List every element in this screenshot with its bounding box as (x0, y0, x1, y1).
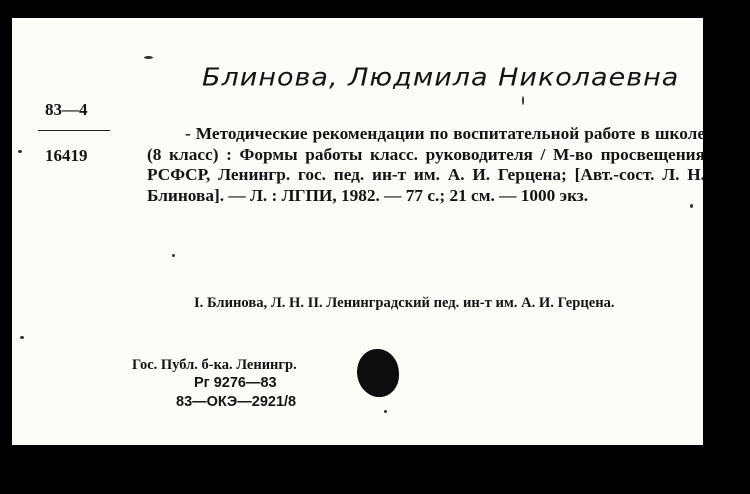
ink-blot (357, 349, 399, 397)
ink-speck (20, 336, 24, 339)
call-number-bottom: 16419 (45, 146, 88, 165)
ink-speck (690, 204, 693, 208)
ink-speck (522, 96, 524, 105)
call-number-top: 83—4 (45, 100, 88, 119)
catalog-card (12, 18, 703, 445)
handwritten-author-name: Блинова, Людмила Николаевна (202, 63, 680, 92)
ink-speck (172, 254, 175, 257)
ink-speck (144, 56, 153, 59)
library-name: Гос. Публ. б-ка. Ленингр. (132, 357, 297, 373)
card-number: 83—ОКЭ—2921/8 (176, 394, 297, 410)
call-number-divider (38, 130, 110, 131)
tracing-entries: I. Блинова, Л. Н. II. Ленинградский пед. ин-т им. А. И. Герцена. (194, 295, 615, 311)
order-number: Рг 9276—83 (194, 375, 277, 391)
ink-speck (384, 410, 387, 413)
ink-speck (18, 150, 22, 153)
bibliographic-description: - Методические рекомендации по воспитательной работе в школе (8 класс) : Формы работы класс. руководителя / М-во просвещения РСФСР, Ленингр. гос. пед. ин-т им. А. И. Герцена; [Авт.-сост. Л. Н. Блинова]. — Л. : ЛГПИ, 1982. — 77 с.; 21 см. — 1000 экз. (147, 124, 705, 206)
